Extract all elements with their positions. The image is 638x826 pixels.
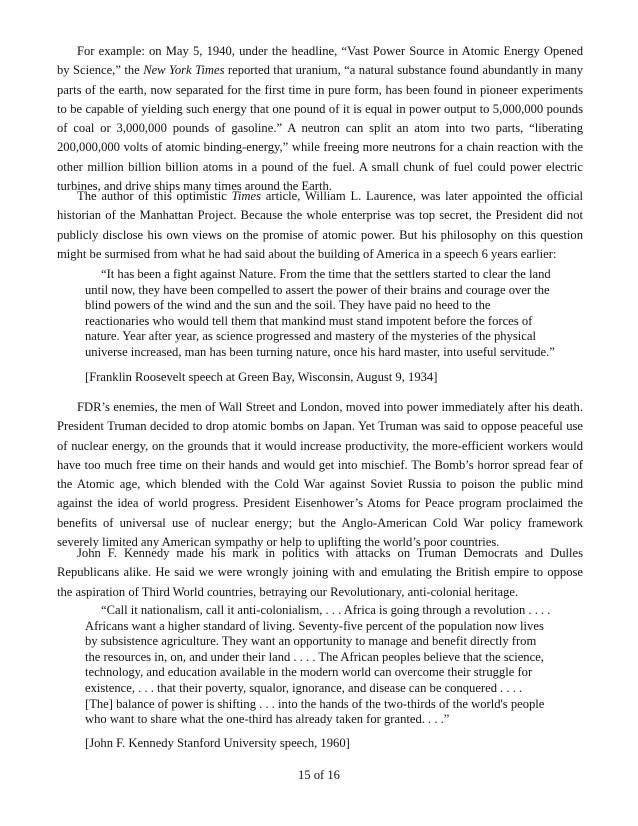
quote-line: “Call it nationalism, call it anti-colonialism, . . . Africa is going through a revolution . . . .	[101, 603, 551, 617]
newspaper-title: Times	[231, 189, 262, 203]
quote-line: until now, they have been compelled to assert the power of their brains and courage over the	[85, 282, 550, 297]
paragraph-laurence	[57, 187, 583, 264]
paragraph-text: reported that uranium, “a natural substance found abundantly in many parts of the earth, now separated for the first time in pure form, has been found in pioneer experiments to be capable of yielding such energy that one pound of it is equal in power output to 5,000,000 pounds of coal or 3,000,000 pounds of gasoline.” A neutron can split an atom into two parts, “liberating 200,000,000 volts of atomic binding-energy,” while freeing more neutrons for a chain reaction with the other million billion billion atoms in a pound of the fuel. A small chunk of fuel could power electric turbines, and drive ships many times around the Earth.	[57, 63, 584, 194]
quote-line: universe increased, man has been turning nature, once his hard master, into useful servitude.”	[85, 344, 555, 359]
quote-line: blind powers of the wind and the sun and the soil. They have paid no heed to the	[85, 298, 491, 313]
quote-line: [The] balance of power is shifting . . . into the hands of the two-thirds of the world's people	[85, 696, 545, 711]
paragraph-kennedy: John F. Kennedy made his mark in politics with attacks on Truman Democrats and Dulles Republicans alike. He said we were wrongly joining with and emulating the British empire to oppose the aspiration of Third World countries, betraying our Revolutionary, anti-colonial heritage.	[57, 546, 583, 599]
citation-roosevelt: [Franklin Roosevelt speech at Green Bay, Wisconsin, August 9, 1934]	[85, 370, 438, 384]
quote-line: by subsistence agriculture. They want an opportunity to manage and benefit directly from	[85, 634, 537, 649]
quote-line: the resources in, on, and under their land . . . . The African peoples believe that the science,	[85, 649, 544, 664]
paragraph-nyt-uranium	[57, 42, 583, 196]
newspaper-title: New York Times	[143, 63, 225, 78]
paragraph-text: For example: on May 5, 1940, under the headline, “Vast Power Source in Atomic Energy Opened by Science,” the	[57, 44, 583, 78]
quote-line: existence, . . . that their poverty, squalor, ignorance, and disease can be conquered . . . .	[85, 680, 523, 695]
quote-line: nature. Year after year, as science progressed and mastery of the mysteries of the physical	[85, 329, 536, 344]
paragraph-text: article, William L. Laurence, was later appointed the official historian of the Manhattan Project. Because the whole enterprise was top secret, the President did not publicly disclose his own views on the promise of atomic power. But his philosophy on this question might be surmised from what he had said about the building of America in a speech 6 years earlier:	[57, 189, 583, 261]
quote-line: “It has been a fight against Nature. From the time that the settlers started to clear the land	[101, 267, 551, 281]
quote-line: who want to share what the one-third has already taken for granted. . . .”	[85, 712, 450, 727]
page-number: 15 of 16	[298, 768, 340, 782]
paragraph-text: The author of this optimistic	[77, 189, 232, 203]
quote-line: technology, and education available in the modern world can overcome their struggle for	[85, 665, 533, 680]
citation-kennedy: [John F. Kennedy Stanford University speech, 1960]	[85, 736, 350, 750]
quote-line: Africans want a higher standard of living. Seventy-five percent of the population now lives	[85, 618, 544, 633]
block-quote-kennedy	[85, 603, 561, 728]
quote-line: reactionaries who would tell them that mankind must stand impotent before the forces of	[85, 313, 533, 328]
block-quote-roosevelt	[85, 267, 561, 361]
paragraph-fdr-enemies: FDR’s enemies, the men of Wall Street and London, moved into power immediately after his death. President Truman decided to drop atomic bombs on Japan. Yet Truman was said to oppose peaceful use of nuclear energy, on the grounds that it would increase productivity, the more-efficient workers would have too much free time on their hands and would get into mischief. The Bomb’s horror spread fear of the Atomic age, which blended with the Cold War against Soviet Russia to poison the public mind against the idea of world progress. President Eisenhower’s Atoms for Peace program proclaimed the benefits of universal use of nuclear energy; but the Anglo-American Cold War policy framework severely limited any American sympathy or help to uplifting the world’s poor countries.	[57, 400, 583, 550]
